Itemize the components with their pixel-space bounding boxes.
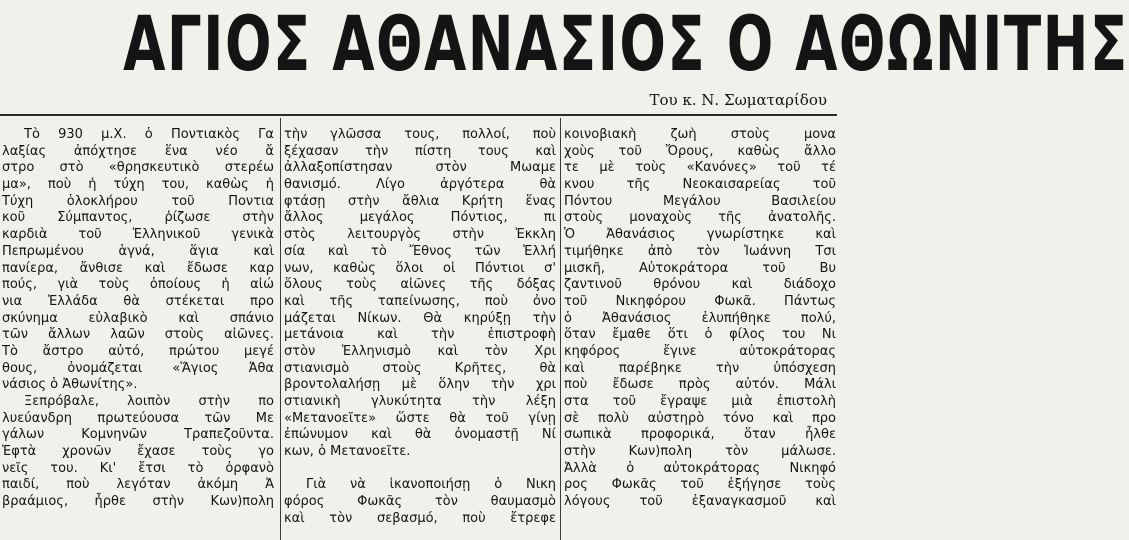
text-line: σὲ πολὺ αὐστηρὸ τόνο καὶ προ xyxy=(564,410,836,426)
text-line: θανισμό. Λίγο ἀργότερα θὰ xyxy=(284,177,556,193)
text-line: νων, καθὼς ὅλοι οἱ Πόντιοι σ' xyxy=(284,260,556,276)
text-line: τοῦ Νικηφόρου Φωκᾶ. Πάντως xyxy=(564,293,836,309)
text-line: πανίερα, ἄνθισε καὶ ἔδωσε καρ xyxy=(2,260,274,276)
column-divider xyxy=(560,118,561,540)
article-column-2 xyxy=(284,127,556,540)
text-line: μάζεται Νίκων. Θὰ κηρύξῃ τὴν xyxy=(284,310,556,326)
text-line: ποὺ ἔδωσε πρὸς αὐτόν. Μάλι xyxy=(564,377,836,393)
text-line: ὅλους τοὺς αἰῶνες τῆς δόξας xyxy=(284,277,556,293)
text-line: μα», ποὺ ἡ τύχη του, καθὼς ἡ xyxy=(2,177,274,193)
text-line: φτάσῃ στὴν ἄθλια Κρήτη ἕνας xyxy=(284,193,556,209)
text-line: γάλων Κομνηνῶν Τραπεζοῦντα. xyxy=(2,427,274,443)
text-line: στιανικὴ γλυκύτητα τὴν λέξη xyxy=(284,394,556,409)
text-line: καὶ παρέβηκε τὴν ὑπόσχεση xyxy=(564,360,836,376)
text-line: σωπικὰ προφορικά, ὅταν ἦλθε xyxy=(564,427,836,443)
text-line: κνου τῆς Νεοκαισαρείας τοῦ xyxy=(564,177,836,193)
article-title: ΑΓΙΟΣ ΑΘΑΝΑΣΙΟΣ Ο ΑΘΩΝΙΤΗΣ xyxy=(123,0,1129,88)
text-line: μισκῆ, Αὐτοκράτορα τοῦ Βυ xyxy=(564,260,836,276)
text-line: ξέχασαν τὴν πίστη τους καὶ xyxy=(284,143,556,159)
text-line: σκύνημα εὐλαβικὸ καὶ σπάνιο xyxy=(2,310,274,326)
text-line: ὅταν ἔμαθε ὅτι ὁ φίλος του Νι xyxy=(564,327,836,343)
article-byline: Του κ. Ν. Σωματαρίδου xyxy=(649,91,827,109)
text-line: ὁ Ἀθανάσιος ἐλυπήθηκε πολύ, xyxy=(564,310,836,326)
text-line: στὸν Ἑλληνισμὸ καὶ τὸν Χρι xyxy=(284,343,556,359)
text-line: καὶ τὸν σεβασμό, ποὺ ἔτρεφε xyxy=(284,510,556,526)
text-line: στοὺς μοναχοὺς τῆς ἀνατολῆς. xyxy=(564,210,836,226)
text-line: νάσιος ὁ Ἀθωνίτης». xyxy=(2,377,138,393)
text-line: ρος Φωκᾶς τοῦ ἐξήγησε τοὺς xyxy=(564,477,836,493)
text-line: στὸς λειτουργὸς στὴν Ἐκκλη xyxy=(284,227,556,243)
text-line: Τὸ ἄστρο αὐτό, πρώτου μεγέ xyxy=(2,343,274,359)
title-rule xyxy=(0,114,837,116)
text-line: Πεπρωμένου ἁγνά, ἅγια καὶ xyxy=(2,243,274,259)
text-line: Τύχη ὁλοκλήρου τοῦ Ποντια xyxy=(2,193,274,209)
text-line: στα τοῦ ἔγραψε μιὰ ἐπιστολὴ xyxy=(564,394,836,409)
text-line: τῶν ἄλλων λαῶν στοὺς αἰῶνες. xyxy=(2,327,274,343)
text-line: χοὺς τοῦ Ὄρους, καθὼς ἄλλο xyxy=(564,143,836,159)
text-line: σία καὶ τὸ Ἔθνος τῶν Ἑλλή xyxy=(284,243,556,259)
text-line: κων, ὁ Μετανοεῖτε. xyxy=(284,444,411,460)
text-line: κοινοβιακὴ ζωὴ στοὺς μονα xyxy=(564,127,836,142)
text-line: Τὸ 930 μ.Χ. ὁ Ποντιακὸς Γα xyxy=(24,127,274,142)
text-line: φόρος Φωκᾶς τὸν θαυμασμὸ xyxy=(284,494,556,510)
text-line: παιδί, ποὺ λεγόταν ἀκόμη Ἀ xyxy=(2,477,274,493)
text-line: Ἑφτὰ χρονῶν ἔχασε τοὺς γο xyxy=(2,444,274,460)
text-line: κηφόρος ἔγινε αὐτοκράτορας xyxy=(564,343,836,359)
column-divider xyxy=(280,118,281,540)
text-line xyxy=(2,511,274,528)
text-line: πούς, γιὰ τοὺς ὁποίους ἡ αἰώ xyxy=(2,277,274,293)
text-line: τε μὲ τοὺς «Κανόνες» τοῦ τέ xyxy=(564,160,836,176)
text-line: βροντολαλήσῃ μὲ ὅλην τὴν χρι xyxy=(284,377,556,393)
text-line: κοῦ Σύμπαντος, ῥίζωσε στὴν xyxy=(2,210,274,226)
text-line xyxy=(564,511,836,528)
text-line: μετάνοια καὶ τὴν ἐπιστροφὴ xyxy=(284,327,556,343)
text-line: Ἀλλὰ ὁ αὐτοκράτορας Νικηφό xyxy=(564,460,836,476)
text-line: ἄλλος μεγάλος Πόντιος, πι xyxy=(284,210,556,226)
text-line: τὴν γλῶσσα τους, πολλοί, ποὺ xyxy=(284,127,556,142)
text-line: νια Ἑλλάδα θὰ στέκεται προ xyxy=(2,293,274,309)
text-line: καὶ τῆς ταπείνωσης, ποὺ ὀνο xyxy=(284,293,556,309)
text-line: νεῖς του. Κι' ἔτσι τὸ ὀρφανὸ xyxy=(2,460,274,476)
text-line: λυεύανδρη πρωτεύουσα τῶν Με xyxy=(2,410,274,426)
text-line: ζαντινοῦ θρόνου καὶ διάδοχο xyxy=(564,277,836,293)
text-line: Ὁ Ἀθανάσιος γνωρίστηκε καὶ xyxy=(564,227,836,243)
text-line: Πόντου Μεγάλου Βασιλείου xyxy=(564,193,836,209)
text-line xyxy=(284,461,556,478)
text-line: στιανισμὸ στοὺς Κρῆτες, θὰ xyxy=(284,360,556,376)
text-line: τιμήθηκε ἀπὸ τὸν Ἰωάννη Τσι xyxy=(564,243,836,259)
text-line: καρδιὰ τοῦ Ἑλληνικοῦ γενικὰ xyxy=(2,227,274,243)
text-line: «Μετανοεῖτε» ὥστε θὰ τοῦ γίνῃ xyxy=(284,410,556,426)
article-column-3 xyxy=(564,127,836,540)
text-line: θους, ὀνομάζεται «Ἅγιος Ἀθα xyxy=(2,360,274,376)
text-line: Ξεπρόβαλε, λοιπὸν στὴν πο xyxy=(24,394,274,409)
text-line: Γιὰ νὰ ἱκανοποιήσῃ ὁ Νικη xyxy=(306,477,556,493)
text-line: στὴν Κων)πολη τὸν μάλωσε. xyxy=(564,444,836,460)
article-column-1 xyxy=(2,127,274,540)
text-line: λόγους τοῦ ἐξαναγκασμοῦ καὶ xyxy=(564,494,836,510)
text-line: ἐπώνυμον καὶ θὰ ὀνομαστῇ Νί xyxy=(284,427,556,443)
text-line: στρο στὸ «θρησκευτικὸ στερέω xyxy=(2,160,274,176)
text-line: ἀλλαξοπίστησαν στὸν Μωαμε xyxy=(284,160,556,176)
text-line: βραάμιος, ἦρθε στὴν Κων)πολη xyxy=(2,494,274,510)
text-line: λαξίας ἀπόχτησε ἕνα νέο ἄ xyxy=(2,143,274,159)
